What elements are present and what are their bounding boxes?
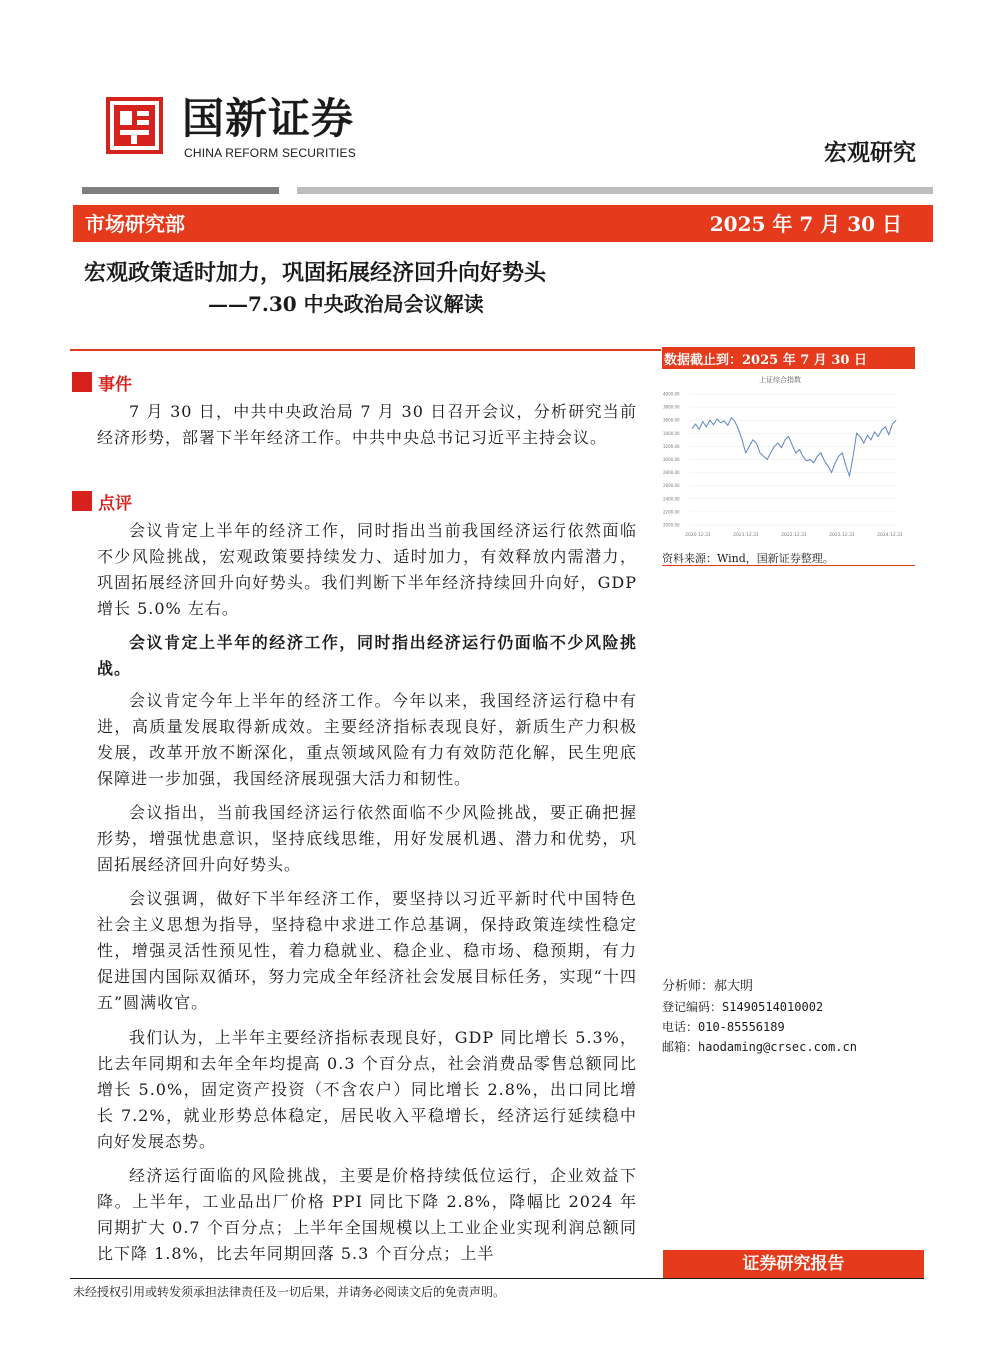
report-subtitle: ——7.30 中央政治局会议解读 (208, 292, 484, 316)
chart-y-tick-label: 3200.00 (663, 443, 680, 449)
chart-x-tick-label: 2023.12.31 (829, 533, 855, 538)
chart-y-tick-label: 2400.00 (663, 496, 680, 502)
analyst-phone: 电话：010-85556189 (662, 1020, 785, 1034)
comment-para-4 (97, 800, 637, 878)
chart-y-tick-label: 3600.00 (663, 417, 680, 423)
comment-para-1 (97, 518, 637, 622)
comment-para-2 (97, 630, 637, 682)
analyst-info (662, 977, 857, 1057)
paragraph: 会议肯定上半年的经济工作，同时指出当前我国经济运行依然面临不少风险挑战，宏观政策要持续发力、适时加力，有效释放内需潜力，巩固拓展经济回升向好势头。我们判断下半年经济持续回升向好，GDP 增长 5.0% 左右。 (97, 521, 637, 618)
chart-y-tick-label: 2000.00 (663, 522, 680, 528)
content-divider (70, 349, 661, 351)
header-divider-light (297, 187, 933, 194)
report-date: 2025 年 7 月 30 日 (709, 212, 902, 236)
paragraph-bold: 会议肯定上半年的经济工作，同时指出经济运行仍面临不少风险挑战。 (97, 633, 637, 678)
paragraph: 经济运行面临的风险挑战，主要是价格持续低位运行，企业效益下降。上半年，工业品出厂价格 PPI 同比下降 2.8%，降幅比 2024 年同期扩大 0.7 个百分点；上半年全国规模以上工业企业实现利润总额同比下降 1.8%，比去年同期回落 5.3 个百分点；上半 (97, 1166, 637, 1263)
brand-name-en: CHINA REFORM SECURITIES (184, 146, 356, 160)
brand-name-cn: 国新证券 (182, 94, 355, 143)
comment-para-5 (97, 886, 637, 1016)
chart-y-tick-label: 2200.00 (663, 509, 680, 515)
chart-y-tick-label: 2600.00 (663, 483, 680, 489)
analyst-email[interactable]: 邮箱：haodaming@crsec.com.cn (662, 1040, 857, 1054)
paragraph: 会议强调，做好下半年经济工作，要坚持以习近平新时代中国特色社会主义思想为指导，坚持稳中求进工作总基调，保持政策连续性稳定性，增强灵活性预见性，着力稳就业、稳企业、稳市场、稳预期，有力促进国内国际双循环，努力完成全年经济社会发展目标任务，实现“十四五”圆满收官。 (97, 889, 637, 1012)
event-body (97, 399, 637, 451)
chart-canvas (662, 370, 904, 548)
chart-x-tick-label: 2020.12.31 (685, 533, 711, 538)
chart-y-tick-label: 4000.00 (663, 391, 680, 397)
chart-x-tick-label: 2021.12.31 (733, 533, 759, 538)
brand-logo-icon (106, 97, 163, 154)
chart-y-tick-label: 3800.00 (663, 404, 680, 410)
paragraph: 我们认为，上半年主要经济指标表现良好，GDP 同比增长 5.3%，比去年同期和去年全年均提高 0.3 个百分点，社会消费品零售总额同比增长 5.0%，固定资产投资（不含农户）同比增长 2.8%，出口同比增长 7.2%，就业形势总体稳定，居民收入平稳增长，经济运行延续稳中向好发展态势。 (97, 1028, 637, 1151)
paragraph: 会议肯定今年上半年的经济工作。今年以来，我国经济运行稳中有进，高质量发展取得新成效。主要经济指标表现良好，新质生产力积极发展，改革开放不断深化，重点领域风险有力有效防范化解，民生兜底保障进一步加强，我国经济展现强大活力和韧性。 (97, 691, 637, 788)
footer-disclaimer: 未经授权引用或转发须承担法律责任及一切后果，并请务必阅读文后的免责声明。 (73, 1285, 506, 1299)
section-header-event (72, 371, 132, 393)
comment-para-3 (97, 688, 637, 792)
comment-para-6 (97, 1025, 637, 1155)
section-header-comment (72, 490, 132, 512)
chart-series-line (692, 418, 896, 476)
index-chart (662, 370, 904, 548)
section-label: 事件 (98, 374, 132, 395)
footer-badge: 证券研究报告 (742, 1254, 845, 1274)
paragraph: 7 月 30 日，中共中央政治局 7 月 30 日召开会议，分析研究当前经济形势，部署下半年经济工作。中共中央总书记习近平主持会议。 (97, 402, 637, 447)
comment-para-7 (97, 1163, 637, 1267)
chart-x-tick-label: 2024.12.31 (877, 533, 903, 538)
analyst-registration: 登记编码：S1490514010002 (662, 1000, 824, 1014)
section-logo-icon (72, 372, 92, 392)
report-title: 宏观政策适时加力，巩固拓展经济回升向好势头 (84, 260, 547, 286)
data-cutoff-label: 数据截止到：2025 年 7 月 30 日 (664, 353, 867, 368)
section-logo-icon (72, 491, 92, 511)
chart-title: 上证综合指数 (759, 376, 801, 384)
chart-y-tick-label: 3000.00 (663, 457, 680, 462)
paragraph: 会议指出，当前我国经济运行依然面临不少风险挑战，要正确把握形势，增强忧患意识，坚持底线思维，用好发展机遇、潜力和优势，巩固拓展经济回升向好势头。 (97, 803, 637, 874)
section-label: 点评 (98, 493, 132, 514)
sidebar-divider (662, 565, 915, 566)
department-label: 市场研究部 (85, 212, 185, 236)
chart-y-tick-label: 3400.00 (663, 430, 680, 436)
chart-y-tick-label: 2800.00 (663, 470, 680, 476)
report-type: 宏观研究 (824, 139, 916, 166)
chart-x-tick-label: 2022.12.31 (781, 533, 807, 538)
chart-source: 资料来源：Wind，国新证券整理。 (662, 552, 834, 565)
analyst-name: 分析师：郝大明 (662, 979, 754, 994)
footer-divider (70, 1278, 924, 1279)
header-divider-dark (82, 187, 279, 194)
